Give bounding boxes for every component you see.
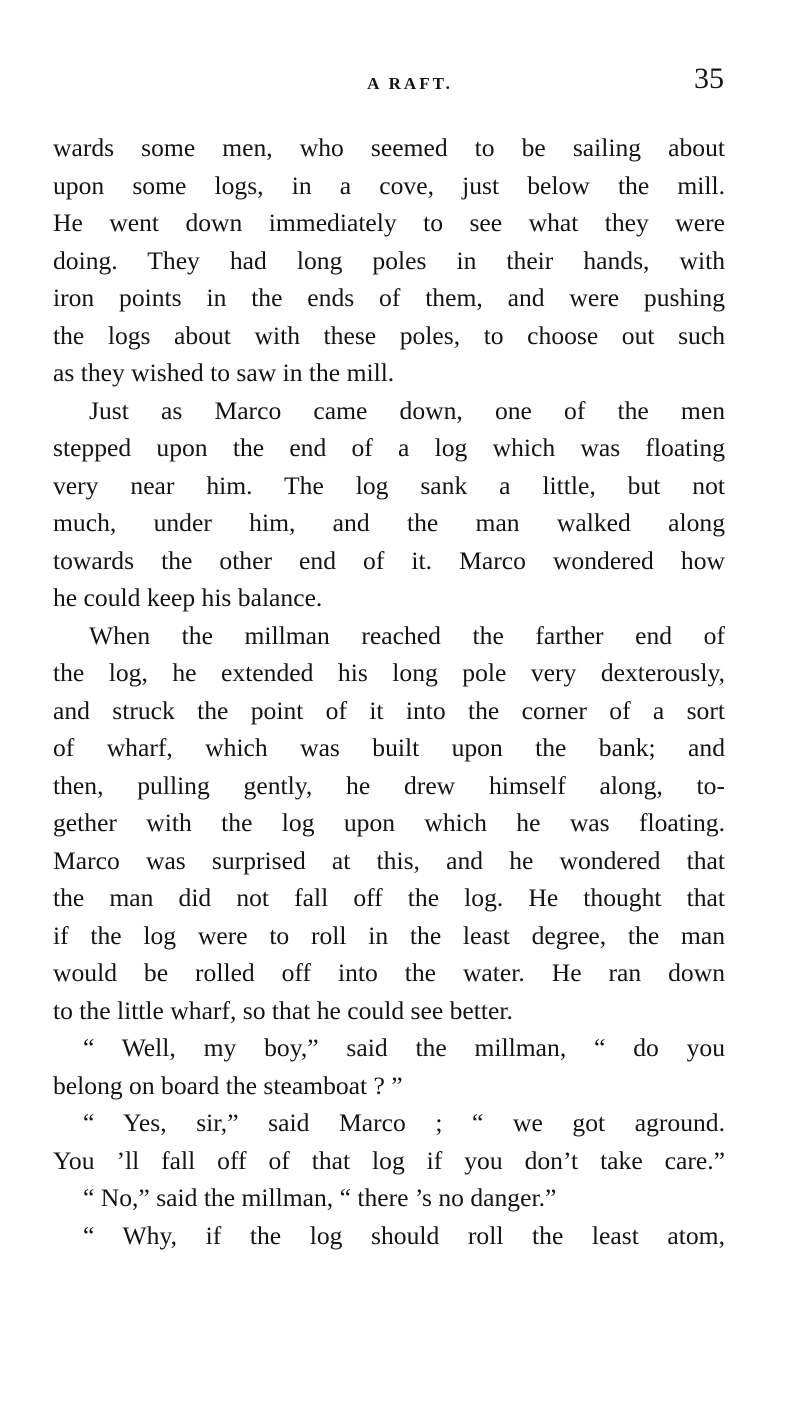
text-line: the logs about with these poles, to choose out such bbox=[53, 320, 725, 350]
text-line: of wharf, which was built upon the bank; and bbox=[53, 733, 725, 762]
text-line: to the little wharf, so that he could see better. bbox=[53, 995, 513, 1025]
text-line: then, pulling gently, he drew himself along, to- bbox=[53, 770, 725, 800]
text-line: doing. They had long poles in their hands, with bbox=[53, 245, 725, 275]
text-line: stepped upon the end of a log which was floating bbox=[53, 433, 725, 462]
text-line: the log, he extended his long pole very dexterously, bbox=[53, 658, 725, 687]
text-line: Marco was surprised at this, and he wondered that bbox=[53, 845, 725, 875]
text-line: gether with the log upon which he was floating. bbox=[53, 808, 725, 837]
text-line: towards the other end of it. Marco wondered how bbox=[53, 545, 725, 575]
text-line: upon some logs, in a cove, just below the mill. bbox=[53, 170, 725, 200]
text-line: When the millman reached the farther end of bbox=[89, 620, 725, 650]
text-line: the man did not fall off the log. He thought that bbox=[53, 883, 725, 912]
text-line: very near him. The log sank a little, but not bbox=[53, 470, 725, 500]
text-line: if the log were to roll in the least degree, the man bbox=[53, 920, 725, 950]
text-line: and struck the point of it into the corner of a sort bbox=[53, 695, 725, 725]
text-line: would be rolled off into the water. He ran down bbox=[53, 958, 725, 987]
text-line: as they wished to saw in the mill. bbox=[53, 358, 395, 387]
text-line: You ’ll fall off of that log if you don’t take care.” bbox=[53, 1145, 725, 1175]
text-line: Just as Marco came down, one of the men bbox=[89, 395, 725, 425]
text-line: belong on board the steamboat ? ” bbox=[53, 1070, 403, 1100]
text-line: he could keep his balance. bbox=[53, 583, 323, 612]
body-text bbox=[53, 129, 725, 1254]
text-line: “ Well, my boy,” said the millman, “ do you bbox=[83, 1033, 725, 1062]
running-header bbox=[0, 62, 796, 102]
text-line: iron points in the ends of them, and were pushing bbox=[53, 283, 725, 312]
running-title: A RAFT. bbox=[367, 74, 453, 93]
text-line: wards some men, who seemed to be sailing about bbox=[53, 133, 725, 162]
text-line: “ Why, if the log should roll the least atom, bbox=[83, 1220, 725, 1250]
text-line: “ No,” said the millman, “ there ’s no danger.” bbox=[83, 1183, 557, 1212]
text-line: much, under him, and the man walked along bbox=[53, 508, 725, 537]
page-number: 35 bbox=[694, 62, 724, 95]
text-line: “ Yes, sir,” said Marco ; “ we got aground. bbox=[83, 1108, 725, 1137]
text-line: He went down immediately to see what they were bbox=[53, 208, 725, 237]
